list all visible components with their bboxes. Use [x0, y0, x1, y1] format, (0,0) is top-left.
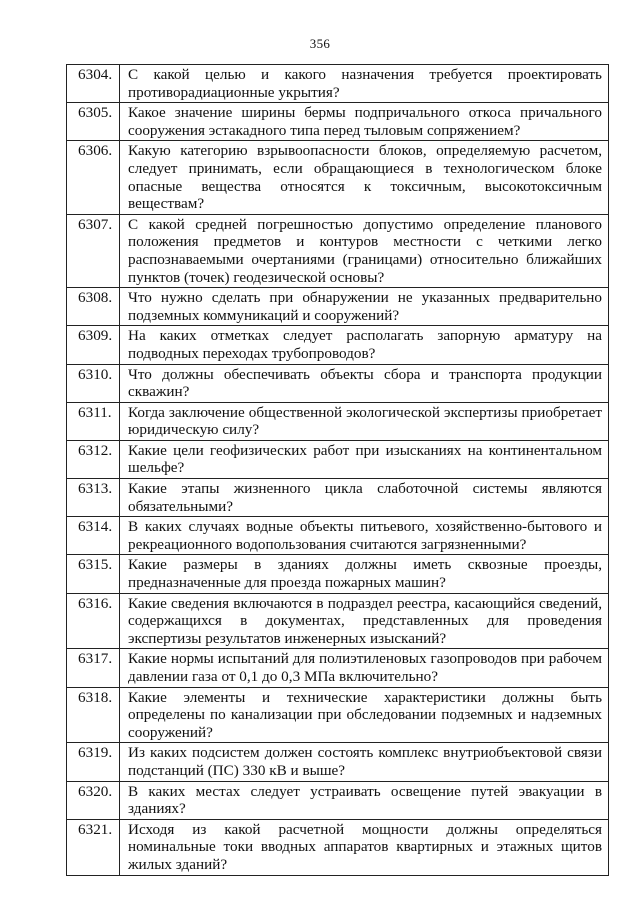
- question-number: 6315.: [67, 555, 120, 593]
- questions-table: [66, 64, 609, 876]
- table-row: [67, 593, 609, 649]
- question-text: Какие цели геофизических работ при изысканиях на континентальном шельфе?: [120, 440, 609, 478]
- question-number: 6307.: [67, 214, 120, 287]
- question-text: С какой целью и какого назначения требуется проектировать противорадиационные укрытия?: [120, 65, 609, 103]
- table-row: [67, 103, 609, 141]
- table-row: [67, 781, 609, 819]
- table-row: [67, 649, 609, 687]
- question-number: 6311.: [67, 402, 120, 440]
- question-number: 6316.: [67, 593, 120, 649]
- table-row: [67, 402, 609, 440]
- question-number: 6321.: [67, 819, 120, 875]
- question-text: Что должны обеспечивать объекты сбора и транспорта продукции скважин?: [120, 364, 609, 402]
- table-row: [67, 517, 609, 555]
- question-number: 6317.: [67, 649, 120, 687]
- question-number: 6314.: [67, 517, 120, 555]
- question-text: На каких отметках следует располагать запорную арматуру на подводных переходах трубопроводов?: [120, 326, 609, 364]
- question-number: 6319.: [67, 743, 120, 781]
- question-text: Когда заключение общественной экологической экспертизы приобретает юридическую силу?: [120, 402, 609, 440]
- question-number: 6308.: [67, 288, 120, 326]
- question-number: 6309.: [67, 326, 120, 364]
- question-number: 6320.: [67, 781, 120, 819]
- table-row: [67, 65, 609, 103]
- question-text: Из каких подсистем должен состоять комплекс внутриобъектовой связи подстанций (ПС) 330 кВ и выше?: [120, 743, 609, 781]
- question-text: Исходя из какой расчетной мощности должны определяться номинальные токи вводных аппаратов квартирных и этажных щитов жилых зданий?: [120, 819, 609, 875]
- question-number: 6305.: [67, 103, 120, 141]
- question-text: Какую категорию взрывоопасности блоков, определяемую расчетом, следует принимать, если обращающиеся в технологическом блоке опасные вещества относятся к токсичным, высокотоксичным веществам?: [120, 141, 609, 214]
- question-number: 6312.: [67, 440, 120, 478]
- question-number: 6313.: [67, 479, 120, 517]
- table-row: [67, 819, 609, 875]
- table-row: [67, 326, 609, 364]
- question-text: Что нужно сделать при обнаружении не указанных предварительно подземных коммуникаций и сооружений?: [120, 288, 609, 326]
- question-text: Какое значение ширины бермы подпричального откоса причального сооружения эстакадного типа перед тыловым сопряжением?: [120, 103, 609, 141]
- table-row: [67, 479, 609, 517]
- question-text: В каких местах следует устраивать освещение путей эвакуации в зданиях?: [120, 781, 609, 819]
- question-text: Какие нормы испытаний для полиэтиленовых газопроводов при рабочем давлении газа от 0,1 до 0,3 МПа включительно?: [120, 649, 609, 687]
- question-number: 6318.: [67, 687, 120, 743]
- table-row: [67, 214, 609, 287]
- page-number: 356: [309, 36, 331, 51]
- question-number: 6304.: [67, 65, 120, 103]
- question-number: 6310.: [67, 364, 120, 402]
- question-text: Какие сведения включаются в подраздел реестра, касающийся сведений, содержащихся в документах, представленных для проведения экспертизы результатов инженерных изысканий?: [120, 593, 609, 649]
- question-text: В каких случаях водные объекты питьевого, хозяйственно-бытового и рекреационного водопользования считаются загрязненными?: [120, 517, 609, 555]
- table-row: [67, 687, 609, 743]
- question-text: Какие этапы жизненного цикла слаботочной системы являются обязательными?: [120, 479, 609, 517]
- table-row: [67, 288, 609, 326]
- questions-table-body: [67, 65, 609, 876]
- table-row: [67, 743, 609, 781]
- table-row: [67, 141, 609, 214]
- question-text: Какие элементы и технические характеристики должны быть определены по канализации при обследовании подземных и надземных сооружений?: [120, 687, 609, 743]
- question-text: Какие размеры в зданиях должны иметь сквозные проезды, предназначенные для проезда пожарных машин?: [120, 555, 609, 593]
- question-number: 6306.: [67, 141, 120, 214]
- question-text: С какой средней погрешностью допустимо определение планового положения предметов и контуров местности с четкими легко распознаваемыми очертаниями (границами) относительно ближайших пунктов (точек) геодезической основы?: [120, 214, 609, 287]
- table-row: [67, 555, 609, 593]
- table-row: [67, 440, 609, 478]
- table-row: [67, 364, 609, 402]
